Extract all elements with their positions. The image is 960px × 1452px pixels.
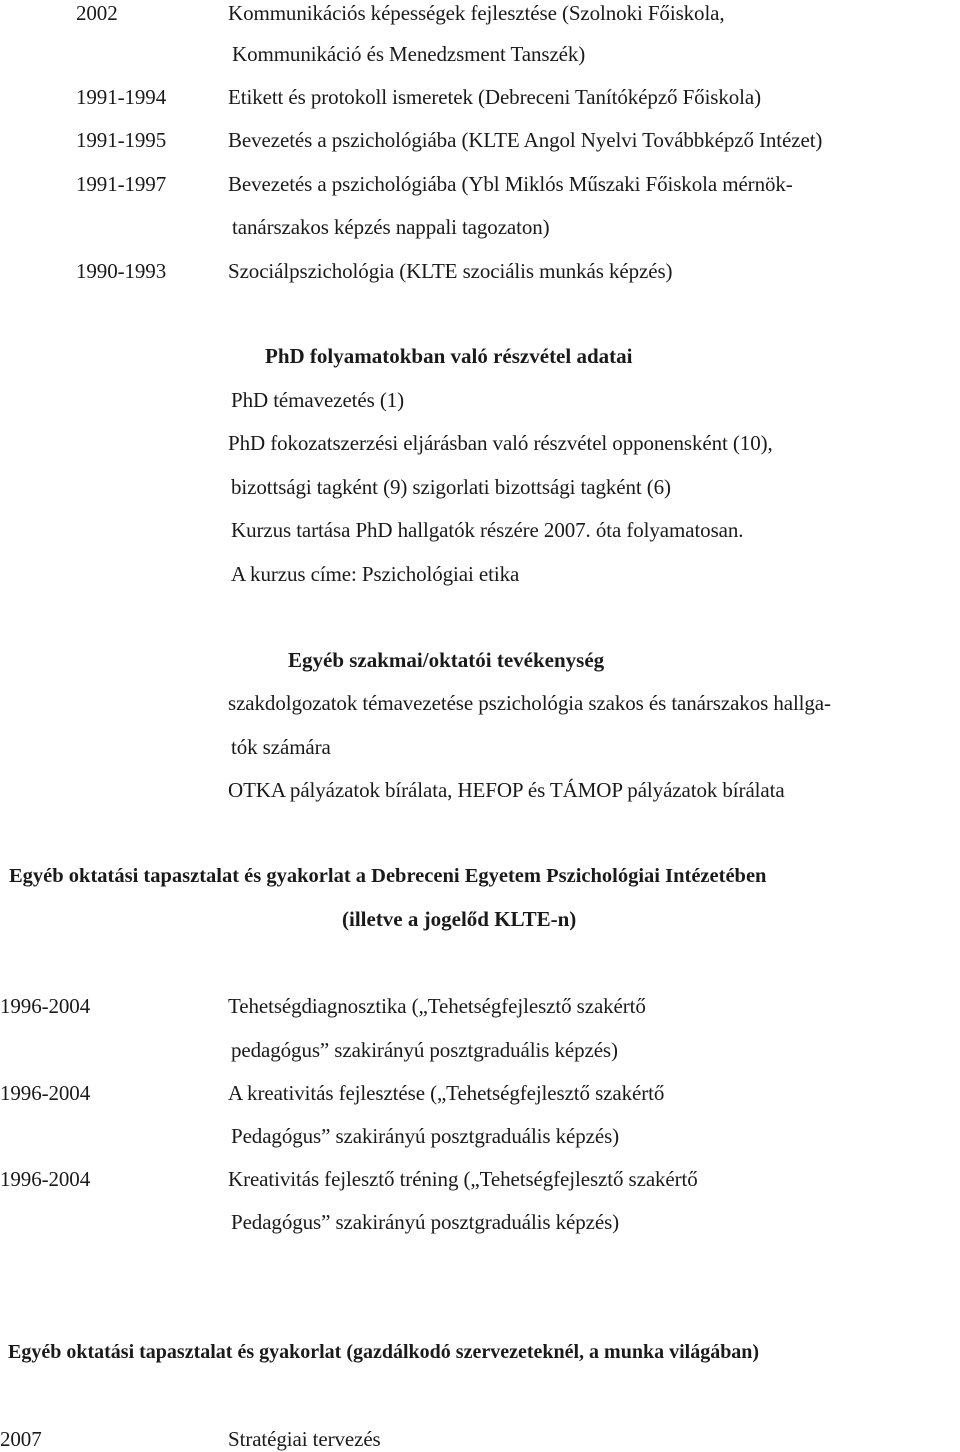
section-heading: Egyéb oktatási tapasztalat és gyakorlat a Debreceni Egyetem Pszichológiai Intézetében: [9, 865, 767, 887]
section-heading: PhD folyamatokban való részvétel adatai: [265, 344, 633, 368]
entry-text: Stratégiai tervezés: [228, 1427, 381, 1451]
entry-text: Etikett és protokoll ismeretek (Debreceni Tanítóképző Főiskola): [228, 85, 762, 109]
phd-line: PhD fokozatszerzési eljárásban való részvétel opponensként (10),: [228, 431, 773, 455]
entry-text: A kreativitás fejlesztése („Tehetségfejlesztő szakértő: [228, 1081, 665, 1105]
entry-text: Kreativitás fejlesztő tréning („Tehetségfejlesztő szakértő: [228, 1167, 698, 1191]
phd-line: Kurzus tartása PhD hallgatók részére 2007. óta folyamatosan.: [231, 518, 744, 542]
phd-line: A kurzus címe: Pszichológiai etika: [231, 562, 520, 586]
entry-text: Kommunikációs képességek fejlesztése (Szolnoki Főiskola,: [228, 1, 725, 25]
entry-year: 1996-2004: [0, 1081, 91, 1105]
entry-text: Pedagógus” szakirányú posztgraduális képzés): [231, 1210, 620, 1234]
activity-line: tók számára: [231, 735, 331, 759]
section-heading-cont: (illetve a jogelőd KLTE-n): [342, 907, 577, 931]
entry-text: Bevezetés a pszichológiába (KLTE Angol Nyelvi Továbbképző Intézet): [228, 128, 823, 152]
entry-text: Pedagógus” szakirányú posztgraduális képzés): [231, 1124, 620, 1148]
activity-line: szakdolgozatok témavezetése pszichológia szakos és tanárszakos hallga-: [228, 691, 831, 715]
entry-year: 2002: [76, 1, 118, 25]
entry-text: Tehetségdiagnosztika („Tehetségfejlesztő szakértő: [228, 994, 646, 1018]
entry-text: Szociálpszichológia (KLTE szociális munkás képzés): [228, 259, 673, 283]
phd-line: bizottsági tagként (9) szigorlati bizottsági tagként (6): [231, 475, 671, 499]
entry-text: tanárszakos képzés nappali tagozaton): [232, 215, 550, 239]
section-heading: Egyéb szakmai/oktatói tevékenység: [288, 648, 605, 672]
entry-year: 1996-2004: [0, 994, 91, 1018]
entry-year: 1990-1993: [76, 259, 167, 283]
entry-text: Bevezetés a pszichológiába (Ybl Miklós Műszaki Főiskola mérnök-: [228, 172, 793, 196]
activity-line: OTKA pályázatok bírálata, HEFOP és TÁMOP pályázatok bírálata: [228, 778, 785, 802]
entry-year: 2007: [0, 1427, 42, 1451]
entry-year: 1991-1994: [76, 85, 167, 109]
entry-text: pedagógus” szakirányú posztgraduális képzés): [231, 1038, 618, 1062]
entry-year: 1996-2004: [0, 1167, 91, 1191]
entry-year: 1991-1997: [76, 172, 167, 196]
entry-text: Kommunikáció és Menedzsment Tanszék): [232, 42, 586, 66]
phd-line: PhD témavezetés (1): [231, 388, 405, 412]
entry-year: 1991-1995: [76, 128, 167, 152]
section-heading: Egyéb oktatási tapasztalat és gyakorlat (gazdálkodó szervezeteknél, a munka világában): [8, 1341, 760, 1363]
